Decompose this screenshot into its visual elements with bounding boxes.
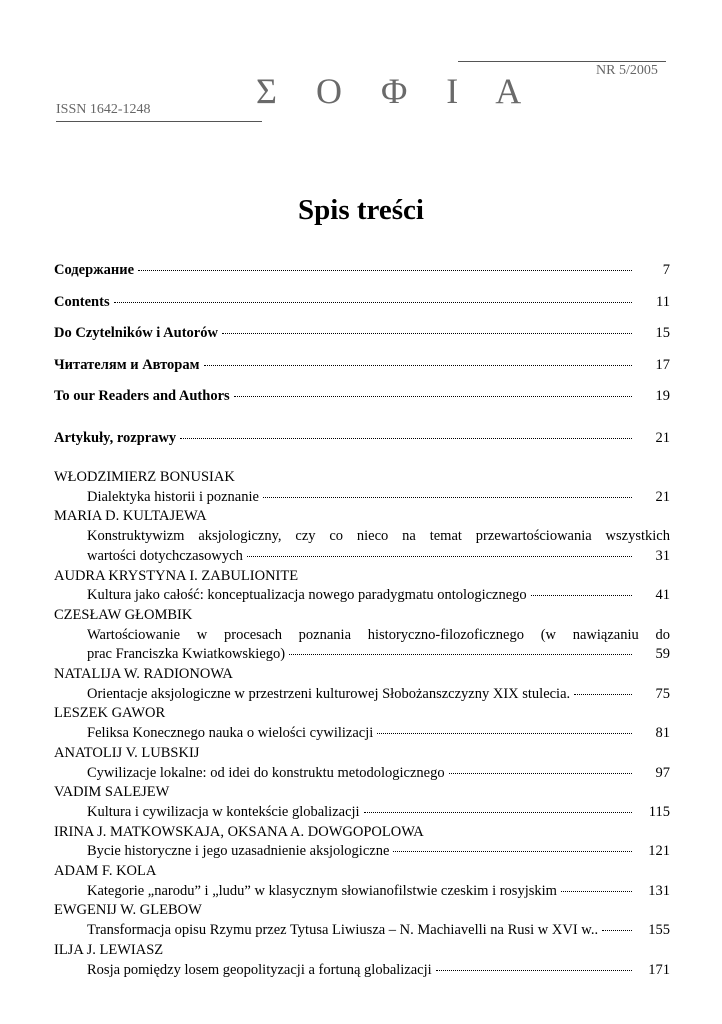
article-author: IRINA J. MATKOWSKAJA, OKSANA A. DOWGOPOLOWA xyxy=(54,823,424,840)
article-author: ILJA J. LEWIASZ xyxy=(54,941,164,958)
article-title-row xyxy=(87,803,670,823)
issue-number: NR 5/2005 xyxy=(596,63,658,78)
article-title-row xyxy=(87,764,670,784)
dot-leader xyxy=(449,773,632,774)
dot-leader xyxy=(114,302,632,303)
page-number: 15 xyxy=(655,325,670,341)
article-title-line: Kultura i cywilizacja w kontekście globalizacji xyxy=(87,803,360,820)
article-title-line: prac Franciszka Kwiatkowskiego) xyxy=(87,646,286,663)
page-number: 131 xyxy=(648,882,670,899)
toc-row[interactable] xyxy=(54,325,670,357)
dot-leader xyxy=(204,365,632,366)
page-number: 21 xyxy=(655,429,670,446)
toc-label: To our Readers and Authors xyxy=(54,388,230,404)
article-title-row xyxy=(87,724,670,744)
article-author: WŁODZIMIERZ BONUSIAK xyxy=(54,469,235,485)
toc-row-section[interactable] xyxy=(54,430,670,462)
page-number: 17 xyxy=(655,356,670,373)
article-author: LESZEK GAWOR xyxy=(54,705,166,722)
dot-leader xyxy=(247,556,632,557)
dot-leader xyxy=(364,812,632,813)
article-title-line: Rosja pomiędzy losem geopolityzacji a fortuną globalizacji xyxy=(87,961,432,978)
article-title-row xyxy=(87,586,670,606)
page-number: 171 xyxy=(648,961,670,978)
dot-leader xyxy=(436,970,632,971)
article-author: NATALIJA W. RADIONOWA xyxy=(54,666,233,683)
article-title-line: Konstruktywizm aksjologiczny, czy co nieco na temat przewartościowania wszystkich xyxy=(87,528,670,545)
toc-label: Читателям и Авторам xyxy=(54,356,200,373)
page-number: 97 xyxy=(655,764,670,781)
article-entry[interactable] xyxy=(54,586,670,606)
dot-leader xyxy=(574,694,632,695)
article-title-row xyxy=(87,685,670,705)
dot-leader xyxy=(602,930,632,931)
article-title-line: Dialektyka historii i poznanie xyxy=(87,488,259,505)
article-title-line: Wartościowanie w procesach poznania historyczno-filozoficznego (w nawiązaniu do xyxy=(87,626,670,643)
page-number: 7 xyxy=(662,262,670,278)
article-entry[interactable] xyxy=(54,527,670,566)
page-number: 11 xyxy=(656,293,670,310)
dot-leader xyxy=(531,595,632,596)
page-number: 115 xyxy=(648,803,670,820)
article-entry[interactable] xyxy=(54,961,670,981)
section-label: Artykuły, rozprawy xyxy=(54,429,177,446)
toc-row[interactable] xyxy=(54,357,670,389)
front-matter-list xyxy=(54,262,670,461)
issn-label: ISSN 1642-1248 xyxy=(56,102,151,117)
dot-leader xyxy=(561,891,632,892)
toc-label: Содержание xyxy=(54,262,135,278)
header-rule-top xyxy=(458,61,666,62)
article-entry[interactable] xyxy=(54,488,670,508)
article-title-line: Kategorie „narodu” i „ludu” w klasycznym słowianofilstwie czeskim i rosyjskim xyxy=(87,882,557,899)
article-author: AUDRA KRYSTYNA I. ZABULIONITE xyxy=(54,567,299,584)
article-author: CZESŁAW GŁOMBIK xyxy=(54,606,193,623)
dot-leader xyxy=(234,396,632,397)
dot-leader xyxy=(289,654,632,655)
article-title-row xyxy=(87,961,670,981)
article-title-row xyxy=(87,547,670,567)
toc-row[interactable] xyxy=(54,262,670,294)
toc-row[interactable] xyxy=(54,294,670,326)
page-number: 31 xyxy=(655,547,670,564)
articles-list xyxy=(54,468,670,980)
page-number: 59 xyxy=(655,646,670,663)
article-title-row xyxy=(87,882,670,902)
dot-leader xyxy=(393,851,632,852)
page-number: 41 xyxy=(655,587,670,604)
article-title-line: Cywilizacje lokalne: od idei do konstruktu metodologicznego xyxy=(87,764,445,781)
page-number: 19 xyxy=(655,388,670,404)
article-author: MARIA D. KULTAJEWA xyxy=(54,508,207,525)
article-entry[interactable] xyxy=(54,882,670,902)
dot-leader xyxy=(377,733,632,734)
page-number: 75 xyxy=(655,685,670,702)
article-author: VADIM SALEJEW xyxy=(54,784,170,801)
page-title: Spis treści xyxy=(298,194,424,226)
article-title-row xyxy=(87,921,670,941)
article-entry[interactable] xyxy=(54,764,670,784)
article-author: ADAM F. KOLA xyxy=(54,863,157,880)
page-number: 121 xyxy=(648,843,670,860)
article-title-line: Transformacja opisu Rzymu przez Tytusa Liwiusza – N. Machiavelli na Rusi w XVI w.. xyxy=(87,922,599,939)
article-entry[interactable] xyxy=(54,803,670,823)
journal-logo: Σ Ο Φ Ι Α xyxy=(256,71,537,111)
article-title-row xyxy=(87,842,670,862)
article-title-row xyxy=(87,488,670,508)
article-author: EWGENIJ W. GLEBOW xyxy=(54,902,202,919)
article-entry[interactable] xyxy=(54,842,670,862)
article-title-line: Feliksa Konecznego nauka o wielości cywilizacji xyxy=(87,725,374,742)
page-number: 155 xyxy=(648,922,670,939)
article-author: ANATOLIJ V. LUBSKIJ xyxy=(54,744,200,761)
article-entry[interactable] xyxy=(54,685,670,705)
toc-label: Do Czytelników i Autorów xyxy=(54,325,218,341)
article-entry[interactable] xyxy=(54,626,670,665)
page-number: 21 xyxy=(655,488,670,505)
article-title-line: Kultura jako całość: konceptualizacja nowego paradygmatu ontologicznego xyxy=(87,587,527,604)
toc-row[interactable] xyxy=(54,388,670,420)
toc-label: Contents xyxy=(54,293,110,310)
article-title-row xyxy=(87,645,670,665)
article-title-line: Bycie historyczne i jego uzasadnienie aksjologiczne xyxy=(87,843,390,860)
article-entry[interactable] xyxy=(54,921,670,941)
dot-leader xyxy=(263,497,632,498)
dot-leader xyxy=(222,333,632,334)
header-rule-bottom xyxy=(56,121,262,122)
dot-leader xyxy=(138,270,632,271)
article-entry[interactable] xyxy=(54,724,670,744)
page-number: 81 xyxy=(655,725,670,742)
article-title-line: Orientacje aksjologiczne w przestrzeni kulturowej Słobożanszczyzny XIX stulecia. xyxy=(87,685,571,702)
dot-leader xyxy=(180,438,632,439)
article-title-line: wartości dotychczasowych xyxy=(87,547,243,564)
